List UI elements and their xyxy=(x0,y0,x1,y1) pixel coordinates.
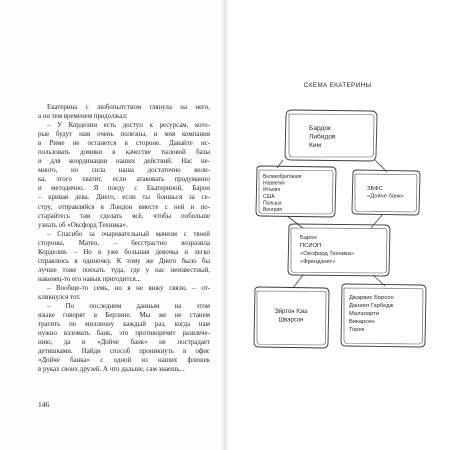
text-line: узнать об «Оксфорд Техника». xyxy=(38,221,128,229)
scheme-box-bank xyxy=(352,170,420,215)
text-line: рые будут нам очень полезны, и моя компания xyxy=(38,131,210,139)
text-line: тратить по миллиону каждый раз, когда нам xyxy=(38,321,210,329)
text-line: лучше тоже поехать туда, где у нас неизвестный, xyxy=(38,266,210,274)
link-bank-baron xyxy=(371,214,383,228)
text-line: «Дойче банка» с одной из наших флешек xyxy=(38,357,210,365)
text-line: языке говорят в Берлине. Мы же не станем xyxy=(38,312,210,320)
scheme-box-baron xyxy=(288,224,390,276)
link-baron-erton xyxy=(293,275,303,288)
scheme-entry: Италия xyxy=(263,187,281,194)
scheme-entry: Великобритания xyxy=(263,174,302,180)
box-bank-text xyxy=(367,186,404,200)
scheme-title: СХЕМА ЕКАТЕРИНЫ xyxy=(303,82,372,89)
scheme-entry: ПСИОП xyxy=(300,243,322,249)
scheme-entry: США xyxy=(263,193,275,200)
text-line: и методично. Я поеду с Екатериной, Барон xyxy=(38,185,210,193)
text-line: – Спасибо за очаровательный мачизм с твоей xyxy=(47,230,210,238)
text-line: Екатерина с любопытством глянула на него, xyxy=(47,104,210,111)
scheme-box-erton xyxy=(254,287,329,348)
text-line: нужно взломать банк, это противоречит развлече- xyxy=(38,330,210,338)
text-line: кликнулся тот. xyxy=(38,293,81,301)
text-line: стру, отправляйся в Лондон вместе с ней и по- xyxy=(38,203,210,211)
scheme-entry: Торек xyxy=(349,327,365,333)
text-line: в Риме не останется в стороне. Давайте ис- xyxy=(38,140,210,148)
scheme-entry: Барон xyxy=(300,235,317,241)
text-line: наконец-то его навык пригодится... xyxy=(38,275,141,283)
box-countries-text xyxy=(263,174,302,213)
text-line: а он тем временем продолжал: xyxy=(38,113,128,121)
box-top-text xyxy=(309,125,336,149)
scheme-entry: Польша xyxy=(263,200,282,207)
text-line: старайтесь там сделать всё, чтобы побольше xyxy=(38,212,210,220)
text-line: ка, этого хватит, если атаковать продуманно xyxy=(38,176,210,184)
scheme-entry: Малапарти xyxy=(349,311,380,317)
text-line: много, но сила наша достаточно вели- xyxy=(38,167,210,175)
scheme-entry: Викарсен xyxy=(349,319,375,325)
text-line: – По последним данным на этом xyxy=(47,303,210,311)
text-line: стороны, Матео, – бесстрастно возразила xyxy=(38,239,210,247)
text-line: и для координации наших действий. Нас не- xyxy=(38,158,210,166)
scheme-entry: Бардок xyxy=(309,125,331,132)
scheme-entry: «Френдзнет» xyxy=(300,259,336,265)
text-line: нию, да и «Дойче банк» не пострадает xyxy=(38,339,210,347)
scheme-entry: ЗБФС xyxy=(367,186,383,192)
scheme-entry: Ким xyxy=(309,142,322,150)
scheme-diagram xyxy=(225,0,450,450)
body-text xyxy=(38,103,210,374)
scheme-entry: «Оксфорд Техника» xyxy=(300,251,355,257)
text-line: в руках своих друзей. А что дальше, сам знаешь... xyxy=(38,366,185,374)
scheme-box-countries xyxy=(256,166,336,217)
scheme-entry: Даниел Гарбедж xyxy=(349,303,394,309)
scheme-entry: «Дойче банк» xyxy=(367,193,404,200)
text-line: – кривая дева. Диего, если ты боишься за се- xyxy=(38,194,210,202)
scheme-box-top xyxy=(285,110,377,161)
box-erton-text xyxy=(274,308,307,323)
scheme-entry: Эйртон Кэш xyxy=(274,309,308,315)
page-number: 146 xyxy=(38,400,50,409)
scheme-box-jarvis xyxy=(341,284,426,347)
scheme-entry: Шварсон xyxy=(278,317,304,324)
text-line: детишками. Найди способ проникнуть в офис xyxy=(38,348,210,356)
text-line: пользовать домики в качестве тыловой базы xyxy=(38,149,210,157)
text-line: – Вообще-то семь, но я не вижу связи, – от- xyxy=(47,284,210,292)
box-baron-text xyxy=(300,235,354,265)
link-top-countries xyxy=(277,160,283,168)
text-line: Корделия. – Но я уже большая девочка и легко xyxy=(38,248,210,256)
box-jarvis-text xyxy=(349,295,394,333)
scheme-entry: Либидов xyxy=(309,133,336,141)
scheme-entry: Джарвис Борсон xyxy=(349,295,394,301)
text-line: – У Корделии есть доступ к ресурсам, кото- xyxy=(47,122,210,130)
scheme-entry: Венгрия xyxy=(263,207,282,213)
text-line: справлюсь в одиночку. К тому же Диего было бы xyxy=(38,257,210,265)
scheme-entry: Норвегия xyxy=(263,180,285,187)
